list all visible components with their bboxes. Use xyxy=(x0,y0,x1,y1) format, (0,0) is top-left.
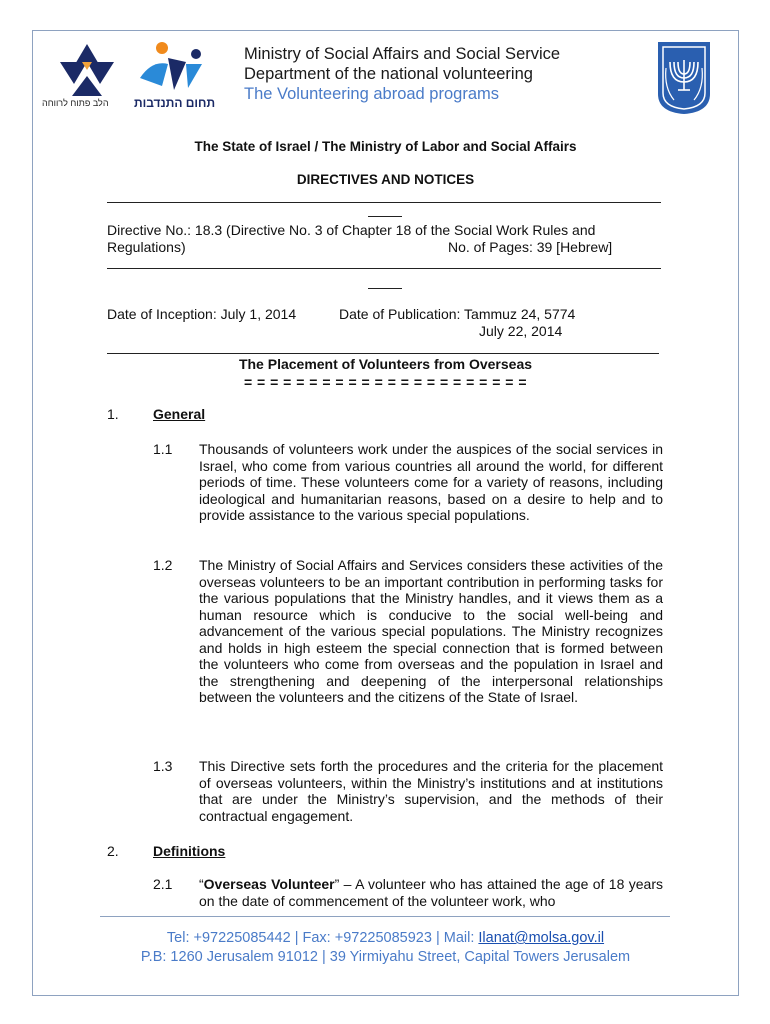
divider xyxy=(368,216,402,217)
section-title-general: General xyxy=(153,406,206,422)
date-publication: Date of Publication: Tammuz 24, 5774 xyxy=(339,306,576,322)
section-title-definitions: Definitions xyxy=(153,843,226,859)
footer-contact xyxy=(32,930,739,946)
header-programs: The Volunteering abroad programs xyxy=(244,85,499,103)
item-number: 2.1 xyxy=(153,876,173,892)
section-number: 1. xyxy=(107,406,119,422)
section-number: 2. xyxy=(107,843,119,859)
document-title: The Placement of Volunteers from Overseas xyxy=(238,356,533,372)
paragraph-1-3: This Directive sets forth the procedures and the criteria for the placement of overseas volunteers, within the Ministry’s institutions and at institutions that are under the Ministry’s supervision, and the methods of their contractual engagement. xyxy=(199,758,663,824)
definition-term: Overseas Volunteer xyxy=(203,876,335,892)
divider xyxy=(368,288,402,289)
document-title-underline: = = = = = = = = = = = = = = = = = = = = = = xyxy=(243,374,528,390)
star-of-david-logo-icon xyxy=(42,42,132,98)
email-link[interactable]: Ilanat@molsa.gov.il xyxy=(478,930,605,946)
logo-mid-caption: תחום התנדבות xyxy=(134,96,216,110)
paragraph-2-1 xyxy=(199,876,663,909)
header-ministry: Ministry of Social Affairs and Social Service xyxy=(244,45,561,63)
directives-title: DIRECTIVES AND NOTICES xyxy=(296,172,475,187)
divider xyxy=(107,202,661,203)
logo-left-caption: הלב פתוח לרווחה xyxy=(42,98,109,108)
divider xyxy=(107,353,659,354)
item-number: 1.2 xyxy=(153,557,173,573)
paragraph-1-2: The Ministry of Social Affairs and Services considers these activities of the overseas volunteers to be an important contribution in performing tasks for the various populations that the Ministry handles, and it views them as a human resource which is conducive to the social well-being and advancement of the various special populations. The Ministry recognizes and holds in high esteem the special connection that is formed between the volunteers who come from overseas and the population in Israel and the strengthening and deepening of the interpersonal relationships between the volunteers and the citizens of the State of Israel. xyxy=(199,557,663,705)
state-emblem-icon xyxy=(654,38,714,116)
paragraph-1-1: Thousands of volunteers work under the auspices of the social services in Israel, who come from various countries all around the world, for different periods of time. These volunteers come for a variety of reasons, including ideological and humanitarian reasons, based on a desire to help and to provide assistance to the various special populations. xyxy=(199,441,663,523)
heart-open-logo xyxy=(42,42,132,112)
volunteers-figures-icon xyxy=(132,40,214,96)
definition-text: ” – A volunteer who has attained the age of 18 years on the date of commencement of the volunteer work, who xyxy=(199,876,663,909)
item-number: 1.1 xyxy=(153,441,173,457)
page-count: No. of Pages: 39 [Hebrew] xyxy=(448,239,613,255)
header-text xyxy=(244,44,560,104)
divider xyxy=(107,268,661,269)
footer-phone-fax: Tel: +97225085442 | Fax: +97225085923 | Mail: xyxy=(166,930,479,946)
volunteering-logo xyxy=(132,40,214,112)
footer-divider xyxy=(100,916,670,917)
quote-open: “ xyxy=(199,876,204,892)
footer-address: P.B: 1260 Jerusalem 91012 | 39 Yirmiyahu Street, Capital Towers Jerusalem xyxy=(140,949,631,965)
date-publication-gregorian: July 22, 2014 xyxy=(479,323,563,339)
directive-regulations: Regulations) xyxy=(107,239,186,255)
directive-number: Directive No.: 18.3 (Directive No. 3 of Chapter 18 of the Social Work Rules and xyxy=(107,222,596,238)
item-number: 1.3 xyxy=(153,758,173,774)
date-inception: Date of Inception: July 1, 2014 xyxy=(107,306,297,322)
state-ministry-title: The State of Israel / The Ministry of Labor and Social Affairs xyxy=(194,139,577,154)
header-department: Department of the national volunteering xyxy=(244,65,533,83)
